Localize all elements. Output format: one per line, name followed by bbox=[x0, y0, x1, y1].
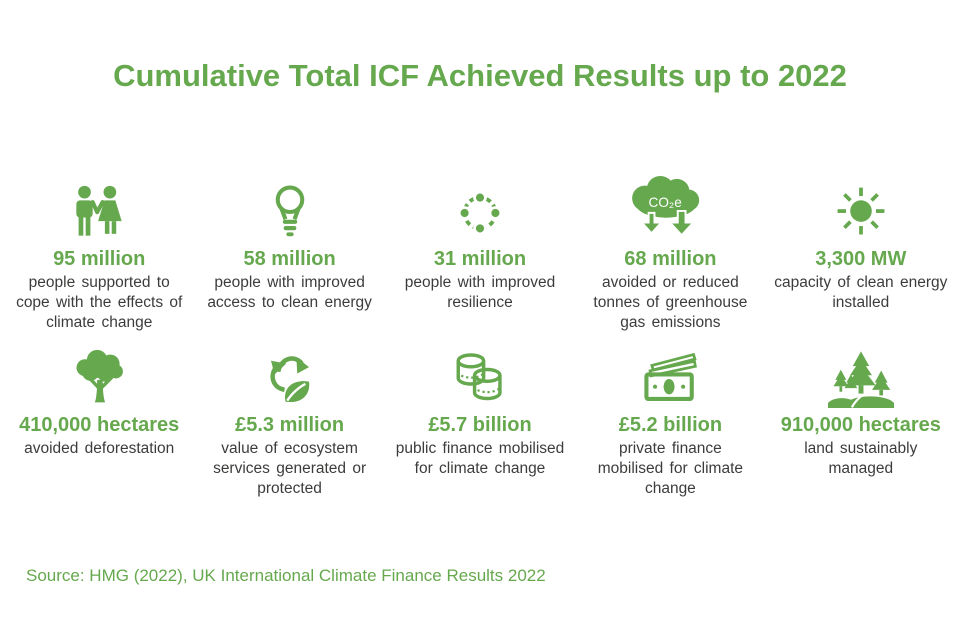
stat-value: 31 million bbox=[433, 248, 527, 270]
resilience-icon bbox=[451, 168, 509, 242]
source-note: Source: HMG (2022), UK International Climate Finance Results 2022 bbox=[26, 566, 546, 585]
stat-label: people with improved access to clean energy bbox=[207, 274, 372, 311]
stat-label: land sustainably managed bbox=[804, 440, 918, 477]
stat-value: 95 million bbox=[53, 248, 146, 270]
stat-label: people supported to cope with the effects of climate change bbox=[16, 274, 183, 331]
stat-value: 3,300 MW bbox=[815, 248, 907, 270]
stat-value: 410,000 hectares bbox=[19, 414, 180, 436]
stat-ecosystem-services bbox=[196, 346, 382, 499]
stat-label: avoided deforestation bbox=[24, 440, 175, 457]
stats-row-2 bbox=[6, 346, 954, 499]
stat-label: people with improved resilience bbox=[404, 274, 556, 311]
stat-emissions-avoided bbox=[577, 168, 763, 333]
stat-label: avoided or reduced tonnes of greenhouse gas emissions bbox=[593, 274, 748, 331]
stat-value: 910,000 hectares bbox=[780, 414, 941, 436]
stats-row-1 bbox=[6, 168, 954, 333]
stat-value: 68 million bbox=[624, 248, 717, 270]
page-title: Cumulative Total ICF Achieved Results up to 2022 bbox=[113, 58, 847, 93]
stat-resilience bbox=[387, 168, 573, 333]
co2e-label: CO₂e bbox=[648, 195, 683, 211]
stat-clean-energy-capacity bbox=[768, 168, 954, 333]
tree-icon bbox=[68, 346, 130, 408]
stat-value: £5.3 million bbox=[235, 414, 345, 436]
lightbulb-icon bbox=[261, 168, 319, 242]
coins-icon bbox=[450, 346, 510, 408]
stat-people-supported bbox=[6, 168, 192, 333]
co2e-cloud-icon bbox=[621, 168, 719, 242]
stat-label: value of ecosystem services generated or protected bbox=[213, 440, 367, 497]
stat-private-finance bbox=[577, 346, 763, 499]
forest-icon bbox=[828, 346, 894, 408]
banknote-icon bbox=[637, 346, 703, 408]
stat-clean-energy-access bbox=[196, 168, 382, 333]
stat-land-managed bbox=[768, 346, 954, 499]
stat-label: public finance mobilised for climate change bbox=[395, 440, 565, 477]
stat-label: capacity of clean energy installed bbox=[774, 274, 948, 311]
couple-icon bbox=[66, 168, 132, 242]
stat-public-finance bbox=[387, 346, 573, 499]
sun-icon bbox=[831, 168, 891, 242]
stat-avoided-deforestation bbox=[6, 346, 192, 499]
stat-value: 58 million bbox=[243, 248, 336, 270]
stat-value: £5.7 billion bbox=[428, 414, 532, 436]
stat-value: £5.2 billion bbox=[618, 414, 723, 436]
recycle-leaf-icon bbox=[261, 346, 319, 408]
stat-label: private finance mobilised for climate change bbox=[597, 440, 744, 497]
